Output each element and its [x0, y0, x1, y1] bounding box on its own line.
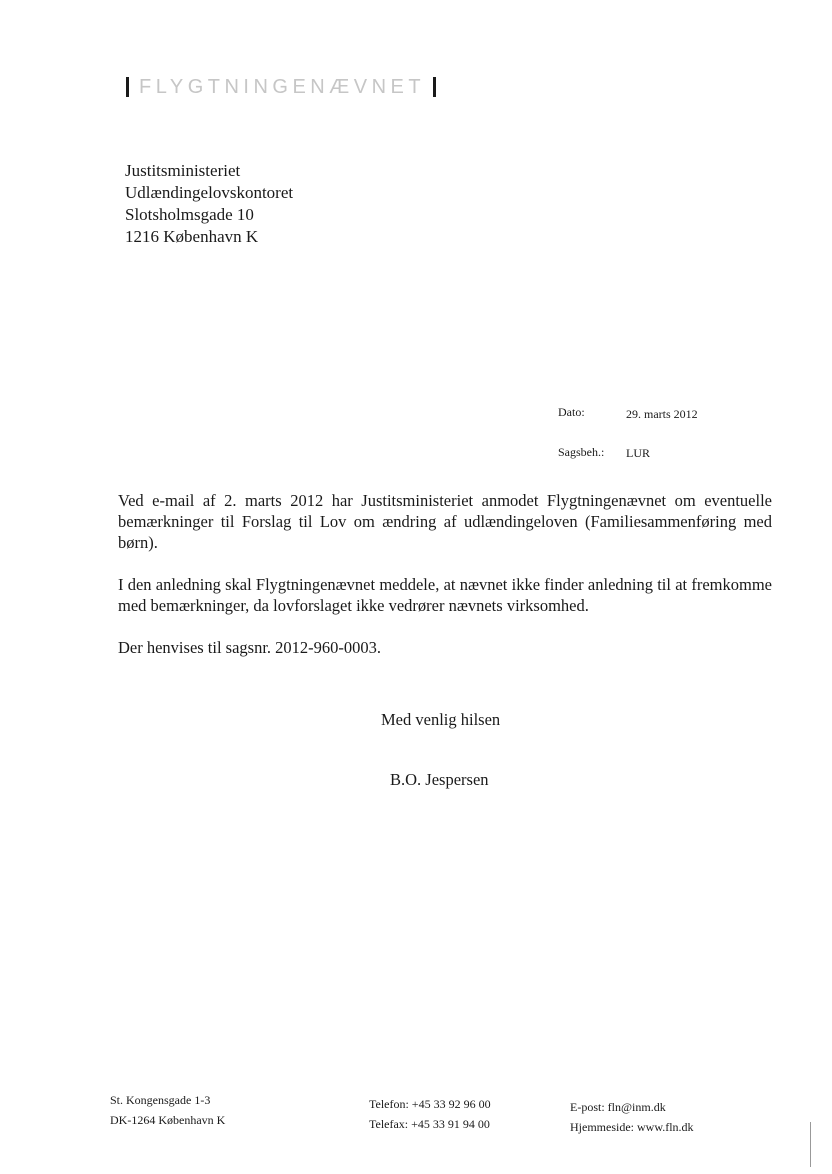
recipient-line: 1216 København K: [125, 227, 259, 246]
date-label: Dato:: [558, 405, 585, 419]
letterhead-logo: [126, 72, 436, 102]
case-handler-label: Sagsbeh.:: [558, 445, 605, 459]
logo-text: FLYGTNINGENÆVNET: [139, 75, 426, 98]
footer-web: [570, 1097, 694, 1137]
recipient-address: [125, 160, 293, 248]
logo-bar-left: [126, 77, 129, 97]
recipient-line: Justitsministeriet: [125, 161, 241, 180]
recipient-line: Udlændingelovskontoret: [125, 183, 294, 202]
body-paragraph: I den anledning skal Flygtningenævnet meddele, at nævnet ikke finder anledning til at fremkomme med bemærkninger, da lovforslaget ikke vedrører nævnets virksomhed.: [118, 575, 772, 615]
body-paragraph: Der henvises til sagsnr. 2012-960-0003.: [118, 638, 382, 657]
logo-bar-right: [433, 77, 436, 97]
footer-address: [110, 1090, 225, 1130]
letter-body: [118, 490, 772, 679]
footer-website-line: Hjemmeside: www.fln.dk: [570, 1120, 694, 1134]
date-value: 29. marts 2012: [626, 407, 698, 421]
closing-salutation: Med venlig hilsen: [381, 710, 501, 729]
footer-fax-line: Telefax: +45 33 91 94 00: [369, 1117, 490, 1131]
recipient-line: Slotsholmsgade 10: [125, 205, 254, 224]
body-paragraph: Ved e-mail af 2. marts 2012 har Justitsministeriet anmodet Flygtningenævnet om eventuelle bemærkninger til Forslag til Lov om ændring af udlændingeloven (Familiesammenføring med børn).: [118, 491, 772, 552]
footer-phone-line: Telefon: +45 33 92 96 00: [369, 1097, 491, 1111]
footer-email-line: E-post: fln@inm.dk: [570, 1100, 666, 1114]
footer-phones: [369, 1094, 491, 1134]
footer-address-line: St. Kongensgade 1-3: [110, 1093, 211, 1107]
case-handler-value: LUR: [626, 446, 650, 460]
signature-name: B.O. Jespersen: [390, 770, 489, 789]
scan-edge-line: [810, 1122, 811, 1167]
footer-address-line: DK-1264 København K: [110, 1113, 226, 1127]
